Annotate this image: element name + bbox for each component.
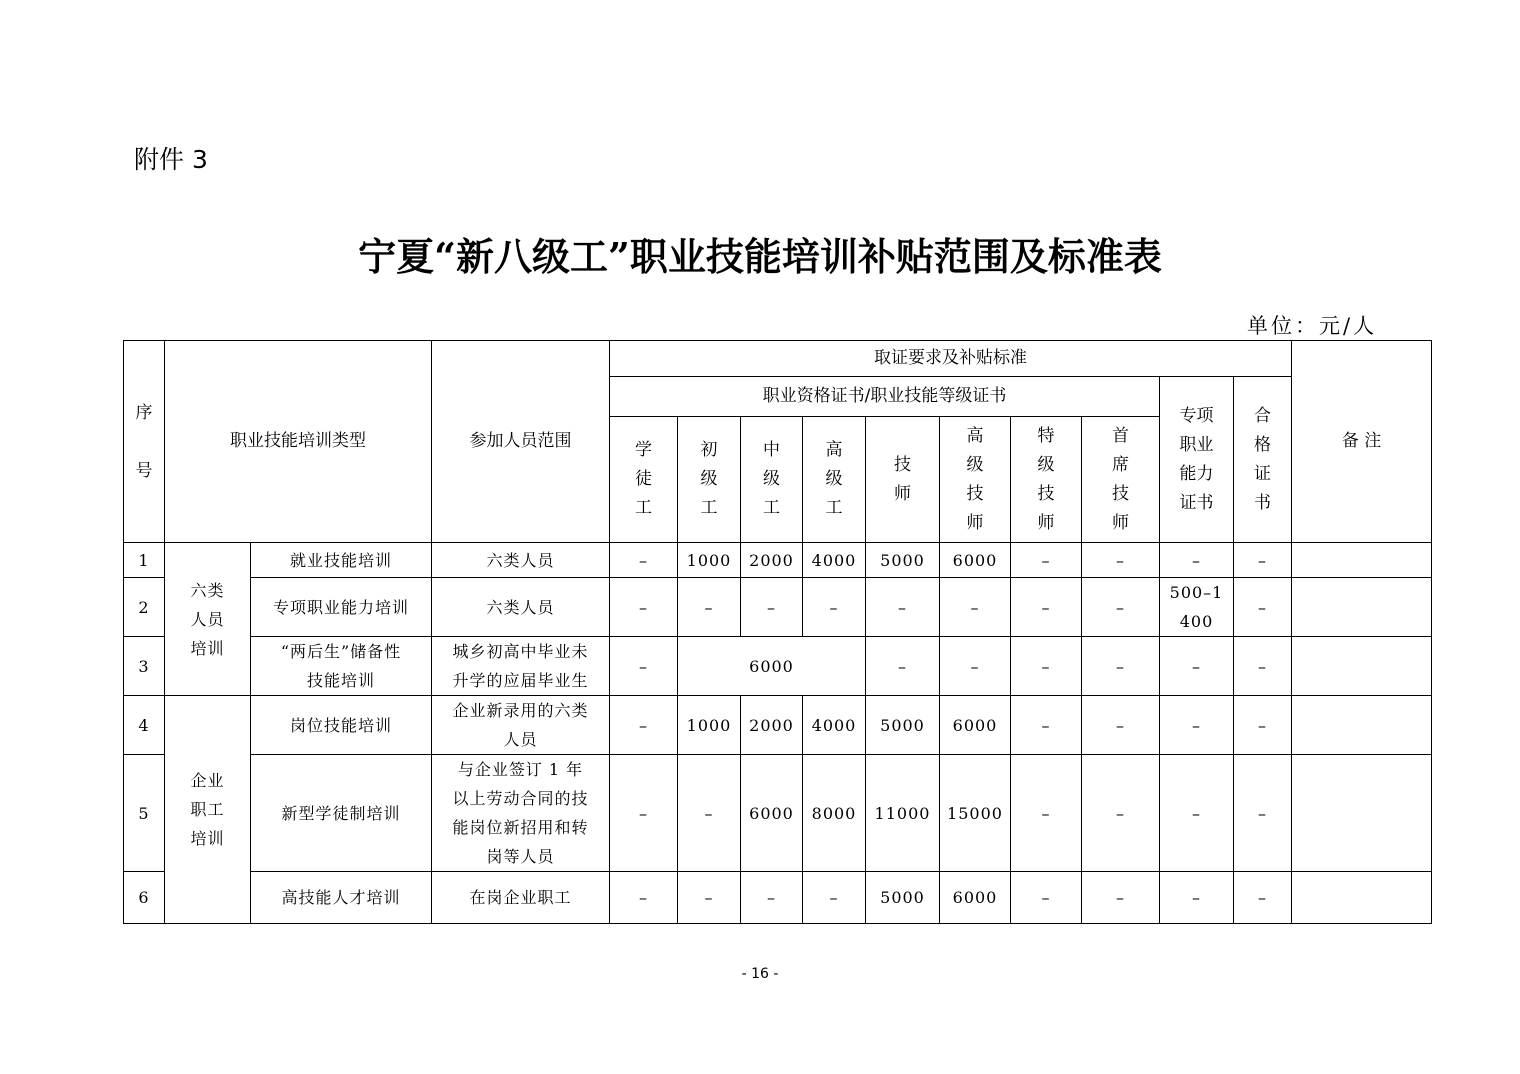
- row-scope: 六类人员: [432, 578, 610, 637]
- document-title: 宁夏“新八级工”职业技能培训补贴范围及标准表: [358, 234, 1162, 279]
- group-label: 企业职工培训: [165, 696, 251, 924]
- row-type: 就业技能培训: [251, 543, 432, 578]
- row-value: 8000: [803, 755, 866, 872]
- header-level-special-technician: 特级技师: [1011, 417, 1082, 543]
- row-qualified: –: [1234, 578, 1292, 637]
- header-level-chief-technician: 首席技师: [1082, 417, 1160, 543]
- row-seq: 6: [124, 872, 165, 924]
- row-value: 5000: [866, 543, 940, 578]
- row-scope: 城乡初高中毕业未升学的应届毕业生: [432, 637, 610, 696]
- header-seq: 序号: [124, 341, 165, 543]
- row-value: –: [866, 578, 940, 637]
- header-level-intermediate: 中级工: [741, 417, 803, 543]
- row-value: –: [1082, 872, 1160, 924]
- row-qualified: –: [1234, 755, 1292, 872]
- header-remark: 备 注: [1292, 341, 1432, 543]
- header-cert-group: 职业资格证书/职业技能等级证书: [610, 377, 1160, 417]
- row-qualified: –: [1234, 543, 1292, 578]
- table-row: [124, 543, 1432, 578]
- row-special: –: [1160, 755, 1234, 872]
- row-seq: 4: [124, 696, 165, 755]
- row-qualified: –: [1234, 872, 1292, 924]
- header-scope: 参加人员范围: [432, 341, 610, 543]
- row-seq: 1: [124, 543, 165, 578]
- row-value: –: [940, 578, 1011, 637]
- row-value: 11000: [866, 755, 940, 872]
- attachment-label: 附件 3: [134, 145, 208, 174]
- group-label: 六类人员培训: [165, 543, 251, 696]
- row-value: –: [610, 578, 678, 637]
- header-level-technician: 技师: [866, 417, 940, 543]
- row-value: –: [1011, 872, 1082, 924]
- row-scope: 与企业签订 1 年以上劳动合同的技能岗位新招用和转岗等人员: [432, 755, 610, 872]
- row-type: 专项职业能力培训: [251, 578, 432, 637]
- header-qualified: 合格证书: [1234, 377, 1292, 543]
- row-value: –: [1082, 543, 1160, 578]
- row-value: –: [610, 872, 678, 924]
- row-seq: 2: [124, 578, 165, 637]
- row-value: 5000: [866, 872, 940, 924]
- row-value: 4000: [803, 696, 866, 755]
- row-value: 2000: [741, 696, 803, 755]
- row-scope: 在岗企业职工: [432, 872, 610, 924]
- row-value: –: [678, 578, 741, 637]
- row-type: “两后生”储备性技能培训: [251, 637, 432, 696]
- header-type: 职业技能培训类型: [165, 341, 432, 543]
- row-seq: 5: [124, 755, 165, 872]
- row-special: –: [1160, 696, 1234, 755]
- row-remark: [1292, 543, 1432, 578]
- row-type: 岗位技能培训: [251, 696, 432, 755]
- row-type: 新型学徒制培训: [251, 755, 432, 872]
- row-value: –: [1082, 755, 1160, 872]
- row-value: –: [1082, 578, 1160, 637]
- table-row: [124, 696, 1432, 755]
- row-scope: 六类人员: [432, 543, 610, 578]
- row-type: 高技能人才培训: [251, 872, 432, 924]
- row-value: –: [803, 578, 866, 637]
- row-value: 15000: [940, 755, 1011, 872]
- row-remark: [1292, 696, 1432, 755]
- row-qualified: –: [1234, 637, 1292, 696]
- header-level-senior-technician: 高级技师: [940, 417, 1011, 543]
- row-value: 6000: [741, 755, 803, 872]
- row-value: –: [1011, 637, 1082, 696]
- row-value: –: [1082, 696, 1160, 755]
- header-special: 专项职业能力证书: [1160, 377, 1234, 543]
- row-value: –: [1011, 543, 1082, 578]
- header-level-junior: 初级工: [678, 417, 741, 543]
- table-row: [124, 872, 1432, 924]
- row-special: 500–1400: [1160, 578, 1234, 637]
- page-number: - 16 -: [741, 966, 779, 982]
- header-level-apprentice: 学徒工: [610, 417, 678, 543]
- row-value: –: [610, 696, 678, 755]
- row-seq: 3: [124, 637, 165, 696]
- row-value: –: [1011, 696, 1082, 755]
- row-value: 1000: [678, 696, 741, 755]
- unit-label: 单位：元/人: [1247, 314, 1378, 338]
- subsidy-table: [123, 340, 1432, 924]
- row-value: –: [610, 755, 678, 872]
- row-value: 6000: [940, 543, 1011, 578]
- row-value: –: [678, 872, 741, 924]
- row-value: 6000: [940, 872, 1011, 924]
- row-value: –: [1082, 637, 1160, 696]
- row-value: –: [1011, 755, 1082, 872]
- row-value: –: [940, 637, 1011, 696]
- row-scope: 企业新录用的六类人员: [432, 696, 610, 755]
- row-special: –: [1160, 872, 1234, 924]
- row-value: –: [803, 872, 866, 924]
- row-value: 5000: [866, 696, 940, 755]
- table-row: [124, 637, 1432, 696]
- row-value: –: [610, 637, 678, 696]
- row-value: 2000: [741, 543, 803, 578]
- row-remark: [1292, 578, 1432, 637]
- row-special: –: [1160, 637, 1234, 696]
- row-merged-value: 6000: [678, 637, 866, 696]
- row-remark: [1292, 637, 1432, 696]
- row-value: 6000: [940, 696, 1011, 755]
- row-qualified: –: [1234, 696, 1292, 755]
- row-value: –: [1011, 578, 1082, 637]
- row-value: 4000: [803, 543, 866, 578]
- row-value: –: [866, 637, 940, 696]
- row-value: 1000: [678, 543, 741, 578]
- row-remark: [1292, 872, 1432, 924]
- row-value: –: [741, 578, 803, 637]
- header-level-senior: 高级工: [803, 417, 866, 543]
- row-remark: [1292, 755, 1432, 872]
- row-value: –: [610, 543, 678, 578]
- table-row: [124, 578, 1432, 637]
- row-special: –: [1160, 543, 1234, 578]
- table-row: [124, 755, 1432, 872]
- row-value: –: [678, 755, 741, 872]
- header-requirements: 取证要求及补贴标准: [610, 341, 1292, 377]
- row-value: –: [741, 872, 803, 924]
